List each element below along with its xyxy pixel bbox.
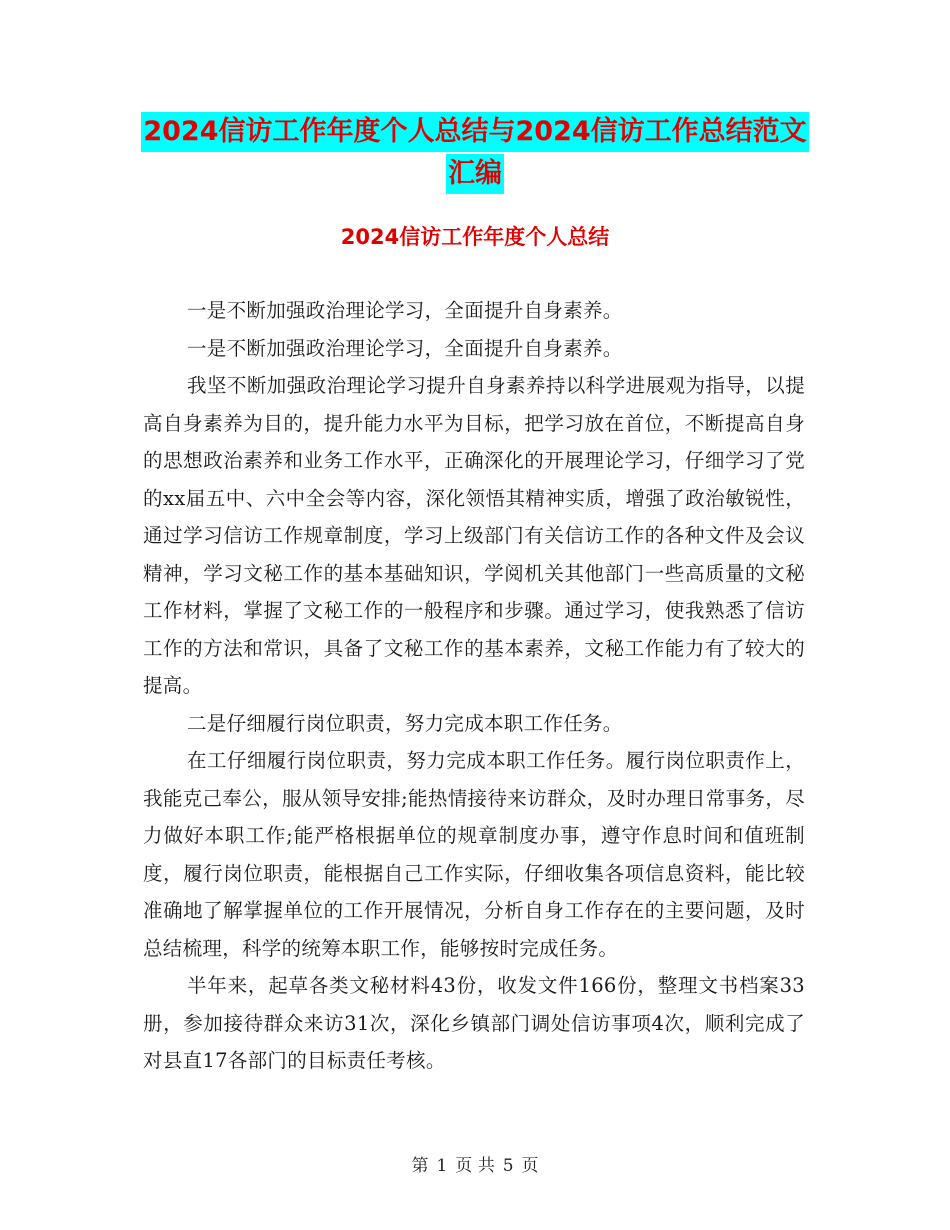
paragraph-4: 二是仔细履行岗位职责，努力完成本职工作任务。	[187, 711, 623, 735]
document-body	[143, 292, 805, 1080]
title-line-2: 汇编	[446, 154, 504, 194]
total-pages-number: 5	[502, 1156, 514, 1176]
footer-middle: 页 共	[455, 1156, 495, 1176]
document-title	[140, 112, 810, 194]
footer-suffix: 页	[521, 1156, 539, 1176]
section-heading: 2024信访工作年度个人总结	[340, 225, 610, 249]
paragraph-5: 在工仔细履行岗位职责，努力完成本职工作任务。履行岗位职责作上，我能克己奉公，服从领导安排;能热情接待来访群众，及时办理日常事务，尽力做好本职工作;能严格根据单位的规章制度办事，遵守作息时间和值班制度，履行岗位职责，能根据自己工作实际，仔细收集各项信息资料，能比较准确地了解掌握单位的工作开展情况，分析自身工作存在的主要问题，及时总结梳理，科学的统筹本职工作，能够按时完成任务。	[143, 749, 805, 960]
title-line-1: 2024信访工作年度个人总结与2024信访工作总结范文	[141, 112, 808, 152]
current-page-number: 1	[436, 1156, 448, 1176]
paragraph-2: 一是不断加强政治理论学习，全面提升自身素养。	[187, 336, 623, 360]
paragraph-3: 我坚不断加强政治理论学习提升自身素养持以科学进展观为指导，以提高自身素养为目的，提升能力水平为目标，把学习放在首位，不断提高自身的思想政治素养和业务工作水平，正确深化的开展理论学习，仔细学习了党的xx届五中、六中全会等内容，深化领悟其精神实质，增强了政治敏锐性，通过学习信访工作规章制度，学习上级部门有关信访工作的各种文件及会议精神，学习文秘工作的基本基础知识，学阅机关其他部门一些高质量的文秘工作材料，掌握了文秘工作的一般程序和步骤。通过学习，使我熟悉了信访工作的方法和常识，具备了文秘工作的基本素养，文秘工作能力有了较大的提高。	[143, 374, 805, 697]
paragraph-6: 半年来，起草各类文秘材料43份，收发文件166份，整理文书档案33册，参加接待群众来访31次，深化乡镇部门调处信访事项4次，顺利完成了对县直17各部门的目标责任考核。	[143, 974, 805, 1072]
page-footer	[0, 1154, 950, 1178]
paragraph-1: 一是不断加强政治理论学习，全面提升自身素养。	[187, 299, 623, 322]
footer-prefix: 第	[411, 1156, 429, 1176]
